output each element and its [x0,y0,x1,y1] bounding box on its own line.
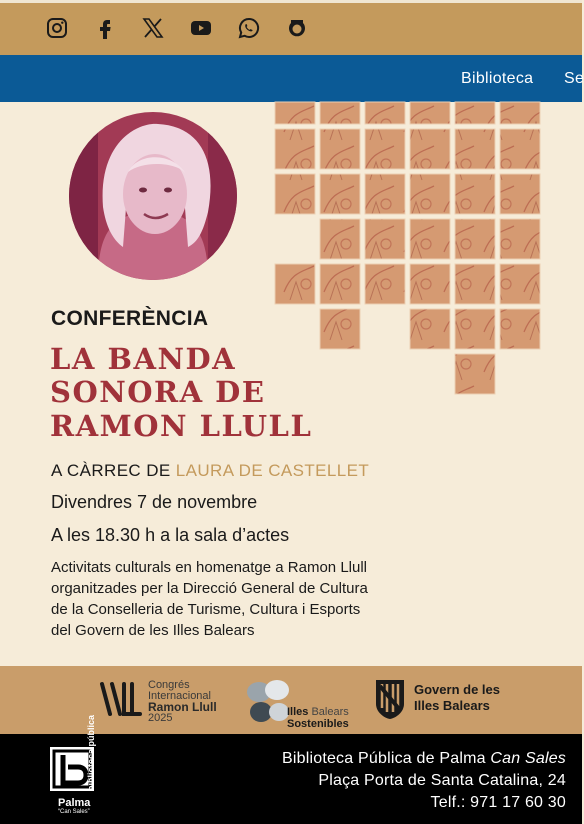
sostenibles-word: Illes [287,706,309,718]
youtube-icon[interactable] [188,15,214,41]
illes-balears-sostenibles-logo [243,676,358,728]
event-title-line-2: SONORA DE [50,375,266,409]
whatsapp-icon[interactable] [236,15,262,41]
footer-phone[interactable]: Telf.: 971 17 60 30 [430,794,566,811]
library-name: Biblioteca Pública de Palma [281,750,491,767]
byline-prefix: A CÀRREC DE [51,461,176,480]
logo-sub: “Can Sales” [58,809,90,815]
speaker-portrait [58,112,248,280]
social-bar [0,0,582,55]
congres-line: Internacional [148,690,211,702]
event-date: Divendres 7 de novembre [51,492,258,512]
govern-illes-balears-logo [374,678,514,722]
description-line: organitzades per la Direcció General de Cultura [51,580,368,597]
sostenibles-line: Sostenibles [287,718,349,730]
congres-year: 2025 [148,712,173,724]
sostenibles-text [287,706,349,730]
social-icons [44,15,310,41]
sostenibles-word: Balears [311,706,349,718]
description-line: del Govern de les Illes Balears [51,622,255,639]
event-title-line-3: RAMON LLULL [50,409,313,443]
event-description [51,557,451,641]
event-time-place: A les 18.30 h a la sala d’actes [51,525,290,545]
govern-text [414,682,500,714]
library-name-italic: Can Sales [490,750,566,767]
logo-vertical-text: biblioteca pública [86,714,96,791]
facebook-icon[interactable] [92,15,118,41]
description-line: de la Conselleria de Turisme, Cultura i Esports [51,601,361,618]
description-line: Activitats culturals en homenatge a Ramon Llull [51,559,367,576]
congres-llull-logo [98,678,218,724]
biblioteca-publica-logo[interactable] [48,714,118,817]
congres-line: Ramon Llull [148,700,217,714]
govern-line: Govern de les [414,682,500,697]
instagram-icon[interactable] [44,15,70,41]
footer-address: Plaça Porta de Santa Catalina, 24 [318,772,566,789]
event-poster [0,102,582,666]
main-nav [0,55,582,102]
footer-library-name [282,750,566,768]
speaker-byline [51,461,369,481]
nav-item-truncated[interactable]: Se [564,70,584,87]
govern-line: Illes Balears [414,698,490,713]
congres-text [148,680,217,724]
congres-line: Congrés [148,679,190,691]
llull-monogram-icon [98,680,142,718]
nav-item-biblioteca[interactable]: Biblioteca [461,70,534,87]
x-icon[interactable] [140,15,166,41]
sostenibles-leaves-icon [243,676,293,728]
event-title-line-1: LA BANDA [50,342,237,376]
speaker-name: LAURA DE CASTELLET [175,461,370,480]
event-type: CONFERÈNCIA [51,307,209,330]
goodreads-icon[interactable] [284,15,310,41]
logo-city: Palma [58,797,91,809]
govern-shield-icon [374,678,406,720]
